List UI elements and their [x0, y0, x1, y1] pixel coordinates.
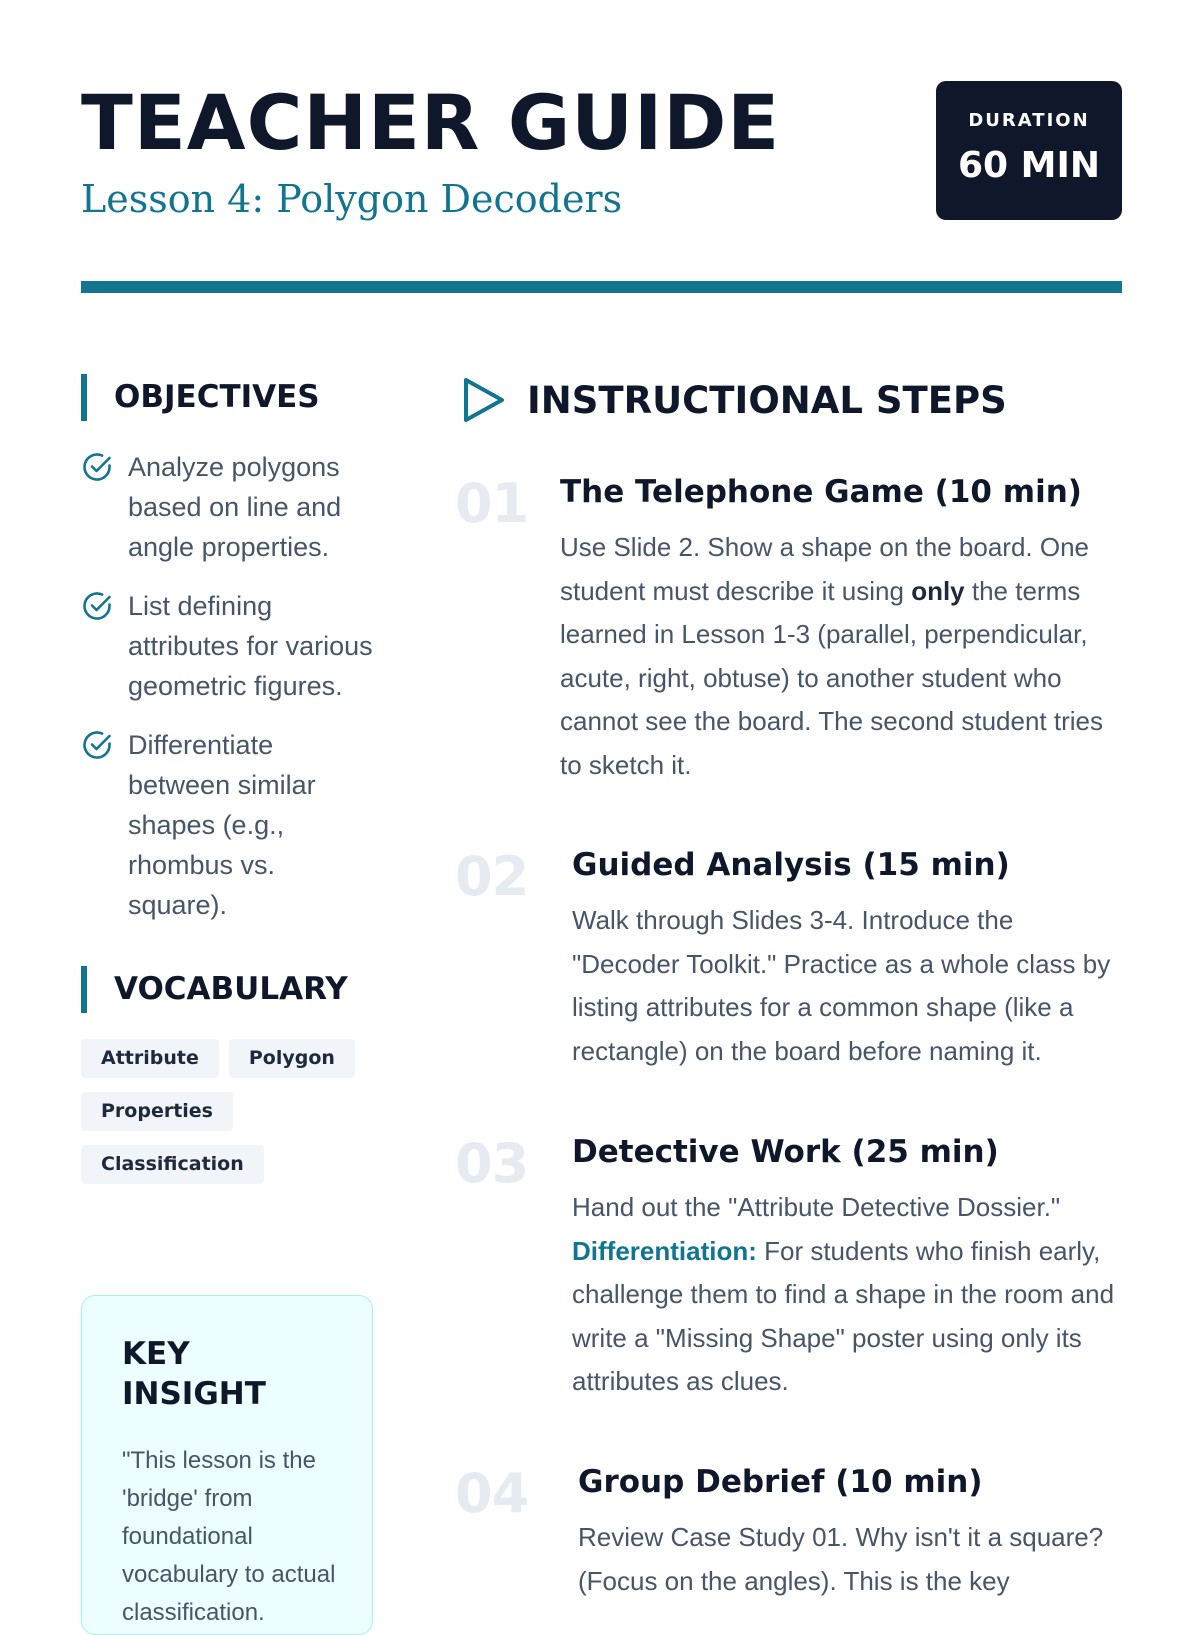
left-column	[81, 374, 381, 1198]
step-body	[572, 1130, 1125, 1404]
step-number: 04	[455, 1462, 529, 1525]
circle-check-icon	[81, 729, 113, 761]
duration-badge	[936, 81, 1122, 220]
step-body	[560, 470, 1125, 787]
objective-text: Analyze polygons based on line and angle properties.	[128, 452, 342, 562]
step-description: Hand out the "Attribute Detective Dossier." Differentiation: For students who finish early, challenge them to find a shape in the room and write a "Missing Shape" poster using only its attributes as clues.	[572, 1192, 1115, 1396]
vocab-tag-properties: Properties	[81, 1092, 233, 1131]
key-insight-title: KEY INSIGHT	[122, 1336, 266, 1412]
duration-label: DURATION	[968, 110, 1090, 131]
duration-value: 60 MIN	[958, 145, 1100, 186]
header-divider	[81, 281, 1122, 293]
circle-check-icon	[81, 451, 113, 483]
step-title: Group Debrief (10 min)	[578, 1464, 983, 1500]
heading-accent-bar	[81, 966, 87, 1013]
vocab-tag-classification: Classification	[81, 1145, 264, 1184]
circle-check-icon	[81, 590, 113, 622]
objective-item	[81, 447, 381, 567]
objective-text: List defining attributes for various geometric figures.	[128, 591, 373, 701]
page-title: TEACHER GUIDE	[81, 78, 781, 167]
lesson-subtitle: Lesson 4: Polygon Decoders	[81, 177, 623, 221]
objective-text: Differentiate between similar shapes (e.g., rhombus vs. square).	[128, 730, 316, 920]
header	[81, 78, 1122, 228]
step-body	[578, 1460, 1125, 1603]
key-insight-quote: "This lesson is the 'bridge' from foundational vocabulary to actual classification.	[122, 1447, 336, 1626]
key-insight-card	[81, 1295, 373, 1635]
emphasis-only: only	[911, 575, 965, 606]
step-body	[572, 843, 1125, 1073]
objectives-list	[81, 447, 381, 925]
differentiation-label: Differentiation:	[572, 1235, 757, 1266]
step-number: 01	[455, 472, 529, 535]
teacher-guide-page: TEACHER GUIDE Lesson 4: Polygon Decoders DURATION 60 MIN OBJECTIVES Analyze polygons based on line and angle properties. List defining attributes for various geometric figures. Differentiate between similar shapes (e.g., rhombus vs. square). VOCABULARY Attribute Polygon Properties Classification KEY INSIGHT "This lesson is the 'bridge' from foundational vocabulary to actual classification. INSTRUCTIONAL STEPS 01 The Telephone Game (10 min) Use Slide 2. Show a shape on the board. One student must describe it using only the terms learned in Lesson 1-3 (parallel, perpendicular, acute, right, obtuse) to another student who cannot see the board. The second student tries to sketch it. 02 Guided Analysis (15 min) Walk through Slides 3-4. Introduce the "Decoder Toolkit." Practice as a whole class by listing attributes for a common shape (like a rectangle) on the board before naming it. 03 Detective Work (25 min) Hand out the "Attribute Detective Dossier." Differentiation: For students who finish early, challenge them to find a shape in the room and write a "Missing Shape" poster using only its attributes as clues. 04 Group Debrief (10 min) Review Case Study 01. Why isn't it a square? (Focus on the angles). This is the key	[0, 0, 1200, 1600]
objective-item	[81, 725, 381, 925]
vocab-tag-attribute: Attribute	[81, 1039, 219, 1078]
step-title: The Telephone Game (10 min)	[560, 474, 1082, 510]
step-title: Guided Analysis (15 min)	[572, 847, 1010, 883]
step-description: Walk through Slides 3-4. Introduce the "Decoder Toolkit." Practice as a whole class by listing attributes for a common shape (like a rectangle) on the board before naming it.	[572, 905, 1111, 1066]
vocabulary-heading: VOCABULARY	[81, 966, 381, 1013]
vocabulary-tags	[81, 1039, 381, 1198]
objectives-heading: OBJECTIVES	[81, 374, 381, 421]
heading-accent-bar	[81, 374, 87, 421]
objective-item	[81, 586, 381, 706]
step-description: Use Slide 2. Show a shape on the board. One student must describe it using only the terms learned in Lesson 1-3 (parallel, perpendicular, acute, right, obtuse) to another student who cannot see the board. The second student tries to sketch it.	[560, 532, 1103, 780]
vocab-tag-polygon: Polygon	[229, 1039, 355, 1078]
step-number: 02	[455, 845, 529, 908]
step-title: Detective Work (25 min)	[572, 1134, 999, 1170]
step-number: 03	[455, 1132, 529, 1195]
play-icon	[461, 376, 507, 424]
step-description: Review Case Study 01. Why isn't it a square? (Focus on the angles). This is the key	[578, 1522, 1104, 1596]
